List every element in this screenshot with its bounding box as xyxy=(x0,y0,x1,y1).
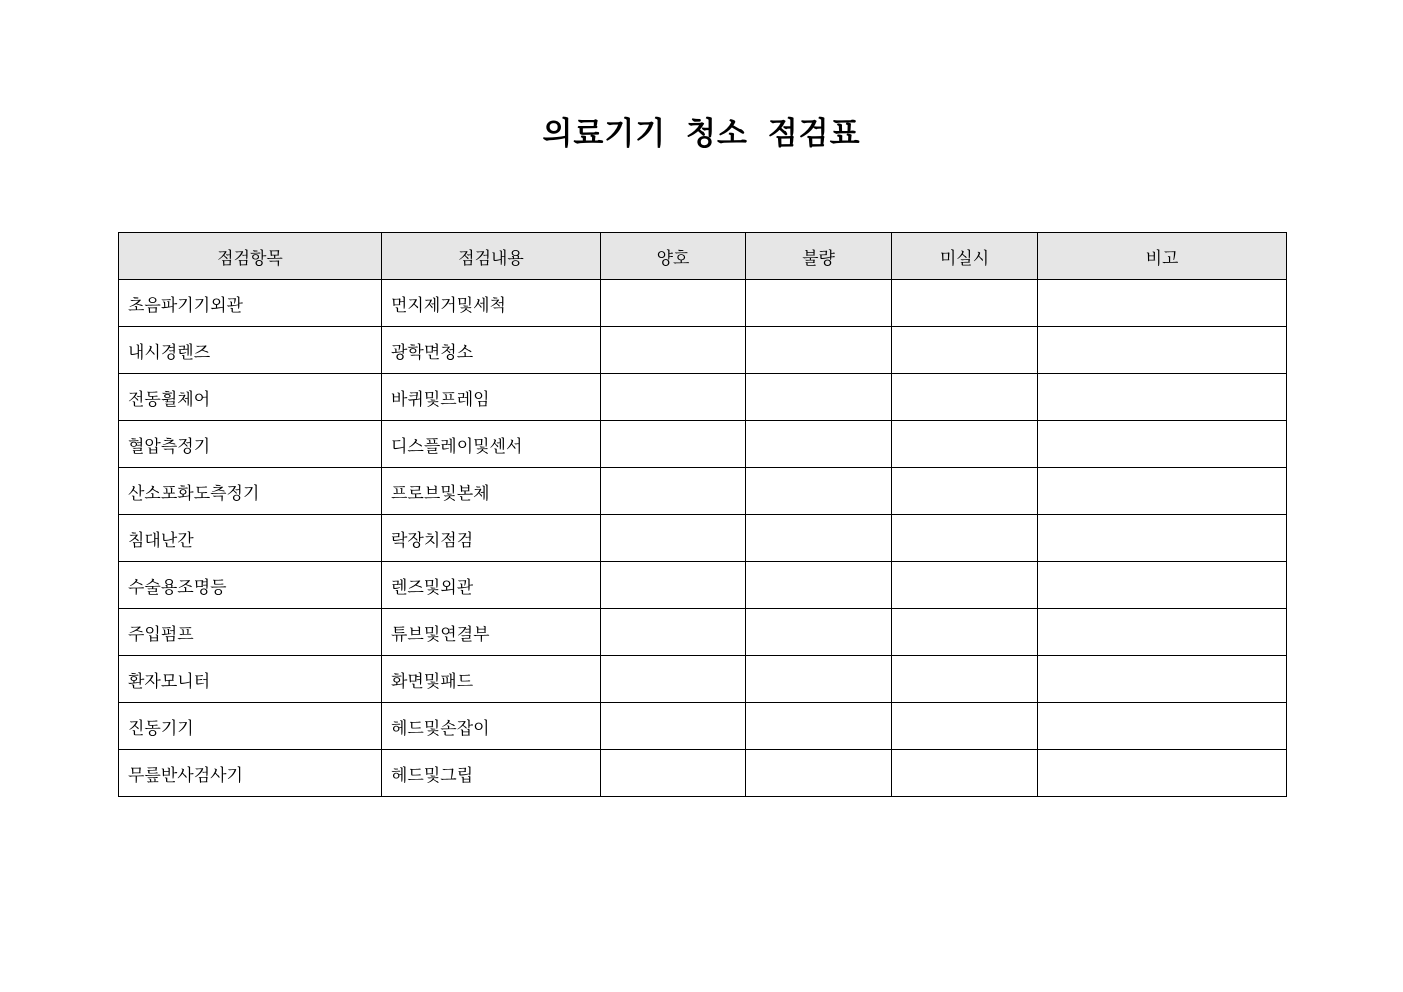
content-cell: 바퀴및프레임 xyxy=(382,374,601,421)
bad-check-cell[interactable] xyxy=(746,656,892,703)
not-done-check-cell[interactable] xyxy=(892,703,1038,750)
header-note: 비고 xyxy=(1038,233,1287,280)
bad-check-cell[interactable] xyxy=(746,421,892,468)
bad-check-cell[interactable] xyxy=(746,468,892,515)
table-row xyxy=(119,468,1287,515)
table-row xyxy=(119,421,1287,468)
table-row xyxy=(119,609,1287,656)
not-done-check-cell[interactable] xyxy=(892,656,1038,703)
bad-check-cell[interactable] xyxy=(746,609,892,656)
item-cell: 혈압측정기 xyxy=(119,421,382,468)
item-cell: 침대난간 xyxy=(119,515,382,562)
note-cell[interactable] xyxy=(1038,750,1287,797)
note-cell[interactable] xyxy=(1038,609,1287,656)
not-done-check-cell[interactable] xyxy=(892,421,1038,468)
bad-check-cell[interactable] xyxy=(746,750,892,797)
not-done-check-cell[interactable] xyxy=(892,374,1038,421)
good-check-cell[interactable] xyxy=(601,280,746,327)
good-check-cell[interactable] xyxy=(601,656,746,703)
item-cell: 내시경렌즈 xyxy=(119,327,382,374)
note-cell[interactable] xyxy=(1038,703,1287,750)
content-cell: 프로브및본체 xyxy=(382,468,601,515)
header-row xyxy=(119,233,1287,280)
content-cell: 먼지제거및세척 xyxy=(382,280,601,327)
table-row xyxy=(119,515,1287,562)
good-check-cell[interactable] xyxy=(601,609,746,656)
good-check-cell[interactable] xyxy=(601,750,746,797)
header-good: 양호 xyxy=(601,233,746,280)
bad-check-cell[interactable] xyxy=(746,280,892,327)
note-cell[interactable] xyxy=(1038,327,1287,374)
item-cell: 산소포화도측정기 xyxy=(119,468,382,515)
good-check-cell[interactable] xyxy=(601,468,746,515)
item-cell: 수술용조명등 xyxy=(119,562,382,609)
content-cell: 화면및패드 xyxy=(382,656,601,703)
not-done-check-cell[interactable] xyxy=(892,515,1038,562)
table-row xyxy=(119,656,1287,703)
good-check-cell[interactable] xyxy=(601,562,746,609)
bad-check-cell[interactable] xyxy=(746,327,892,374)
table-row xyxy=(119,750,1287,797)
table-row xyxy=(119,703,1287,750)
note-cell[interactable] xyxy=(1038,562,1287,609)
note-cell[interactable] xyxy=(1038,656,1287,703)
document-title: 의료기기 청소 점검표 xyxy=(542,116,861,152)
inspection-table xyxy=(118,232,1287,797)
header-bad: 불량 xyxy=(746,233,892,280)
note-cell[interactable] xyxy=(1038,515,1287,562)
note-cell[interactable] xyxy=(1038,280,1287,327)
not-done-check-cell[interactable] xyxy=(892,280,1038,327)
table-row xyxy=(119,327,1287,374)
bad-check-cell[interactable] xyxy=(746,562,892,609)
table-row xyxy=(119,280,1287,327)
note-cell[interactable] xyxy=(1038,421,1287,468)
content-cell: 락장치점검 xyxy=(382,515,601,562)
header-not-done: 미실시 xyxy=(892,233,1038,280)
note-cell[interactable] xyxy=(1038,374,1287,421)
bad-check-cell[interactable] xyxy=(746,374,892,421)
not-done-check-cell[interactable] xyxy=(892,562,1038,609)
item-cell: 초음파기기외관 xyxy=(119,280,382,327)
good-check-cell[interactable] xyxy=(601,515,746,562)
content-cell: 헤드및그립 xyxy=(382,750,601,797)
bad-check-cell[interactable] xyxy=(746,515,892,562)
content-cell: 광학면청소 xyxy=(382,327,601,374)
good-check-cell[interactable] xyxy=(601,703,746,750)
good-check-cell[interactable] xyxy=(601,327,746,374)
not-done-check-cell[interactable] xyxy=(892,327,1038,374)
item-cell: 주입펌프 xyxy=(119,609,382,656)
table-row xyxy=(119,562,1287,609)
item-cell: 전동휠체어 xyxy=(119,374,382,421)
item-cell: 무릎반사검사기 xyxy=(119,750,382,797)
content-cell: 헤드및손잡이 xyxy=(382,703,601,750)
content-cell: 렌즈및외관 xyxy=(382,562,601,609)
good-check-cell[interactable] xyxy=(601,421,746,468)
item-cell: 진동기기 xyxy=(119,703,382,750)
not-done-check-cell[interactable] xyxy=(892,468,1038,515)
not-done-check-cell[interactable] xyxy=(892,750,1038,797)
content-cell: 디스플레이및센서 xyxy=(382,421,601,468)
bad-check-cell[interactable] xyxy=(746,703,892,750)
note-cell[interactable] xyxy=(1038,468,1287,515)
header-item: 점검항목 xyxy=(119,233,382,280)
good-check-cell[interactable] xyxy=(601,374,746,421)
not-done-check-cell[interactable] xyxy=(892,609,1038,656)
table-row xyxy=(119,374,1287,421)
content-cell: 튜브및연결부 xyxy=(382,609,601,656)
item-cell: 환자모니터 xyxy=(119,656,382,703)
header-content: 점검내용 xyxy=(382,233,601,280)
